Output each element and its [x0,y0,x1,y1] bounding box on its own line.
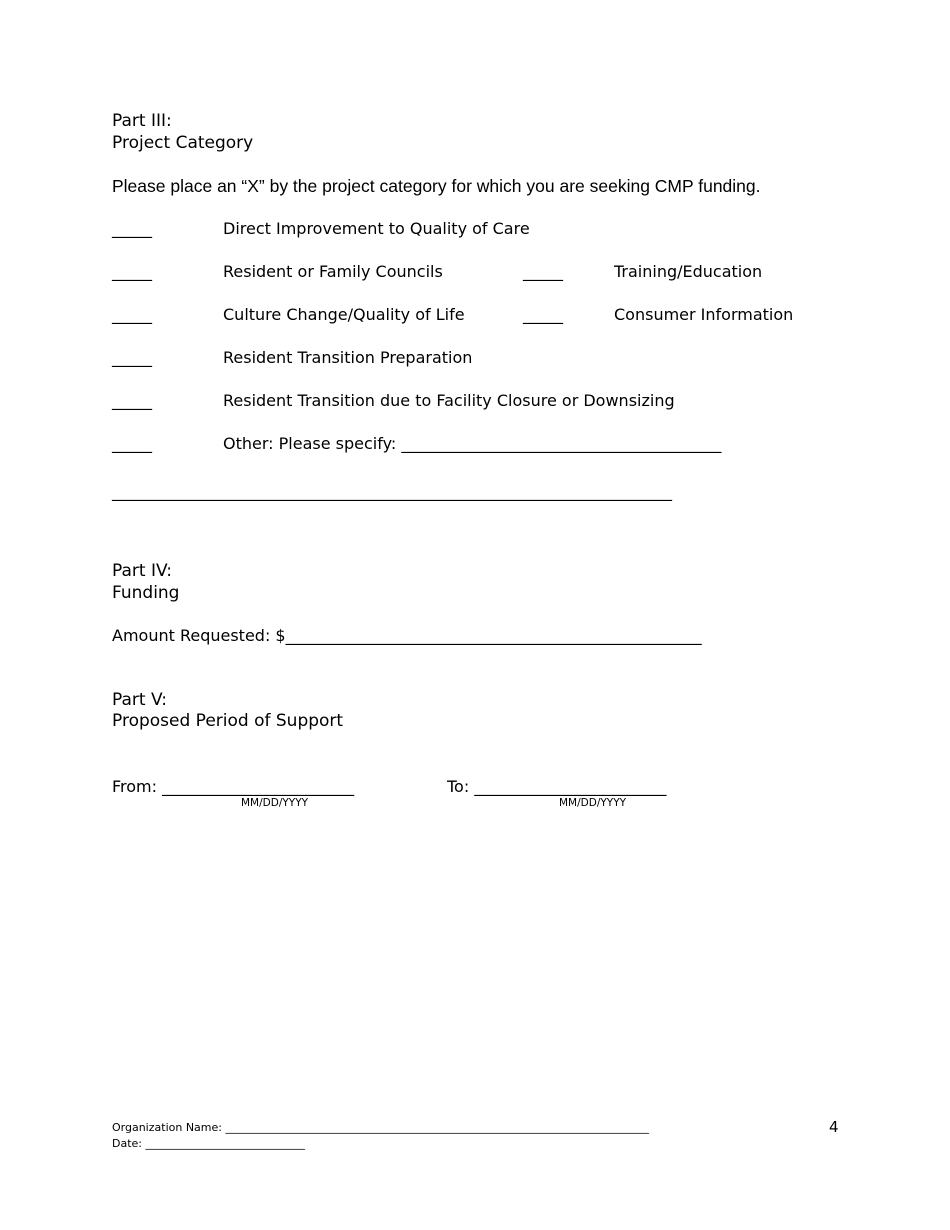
blank-consumer[interactable]: _____ [523,305,563,324]
option-transition-prep: Resident Transition Preparation [223,348,473,367]
part5-title: Proposed Period of Support [112,711,344,731]
from-date-format-hint: MM/DD/YYYY [241,797,309,809]
from-date-field[interactable]: From: ________________________ [112,777,355,796]
to-date-format-hint: MM/DD/YYYY [559,797,627,809]
blank-other[interactable]: _____ [112,434,152,453]
part5-heading: Part V: [112,690,167,710]
option-training: Training/Education [614,262,763,281]
blank-councils[interactable]: _____ [112,262,152,281]
option-culture: Culture Change/Quality of Life [223,305,465,324]
other-continuation-line[interactable]: ______________________________________________________________________ [112,482,672,501]
footer-organization-name[interactable]: Organization Name: _____________________________________________________________________________ [112,1121,649,1134]
amount-requested-field[interactable]: Amount Requested: $____________________________________________________ [112,626,702,645]
part3-instruction: Please place an “X” by the project category for which you are seeking CMP funding. [112,176,761,196]
blank-transition-prep[interactable]: _____ [112,348,152,367]
to-date-field[interactable]: To: ________________________ [447,777,667,796]
part4-title: Funding [112,583,180,603]
part3-heading: Part III: [112,111,172,131]
part4-heading: Part IV: [112,561,172,581]
blank-direct[interactable]: _____ [112,219,152,238]
option-direct-improvement: Direct Improvement to Quality of Care [223,219,530,238]
footer-date[interactable]: Date: _____________________________ [112,1137,305,1150]
option-councils: Resident or Family Councils [223,262,443,281]
page-number: 4 [829,1118,839,1136]
option-other-specify[interactable]: Other: Please specify: ________________________________________ [223,434,722,453]
blank-transition-closure[interactable]: _____ [112,391,152,410]
part3-title: Project Category [112,133,254,153]
option-transition-closure: Resident Transition due to Facility Closure or Downsizing [223,391,675,410]
option-consumer: Consumer Information [614,305,794,324]
blank-training[interactable]: _____ [523,262,563,281]
blank-culture[interactable]: _____ [112,305,152,324]
